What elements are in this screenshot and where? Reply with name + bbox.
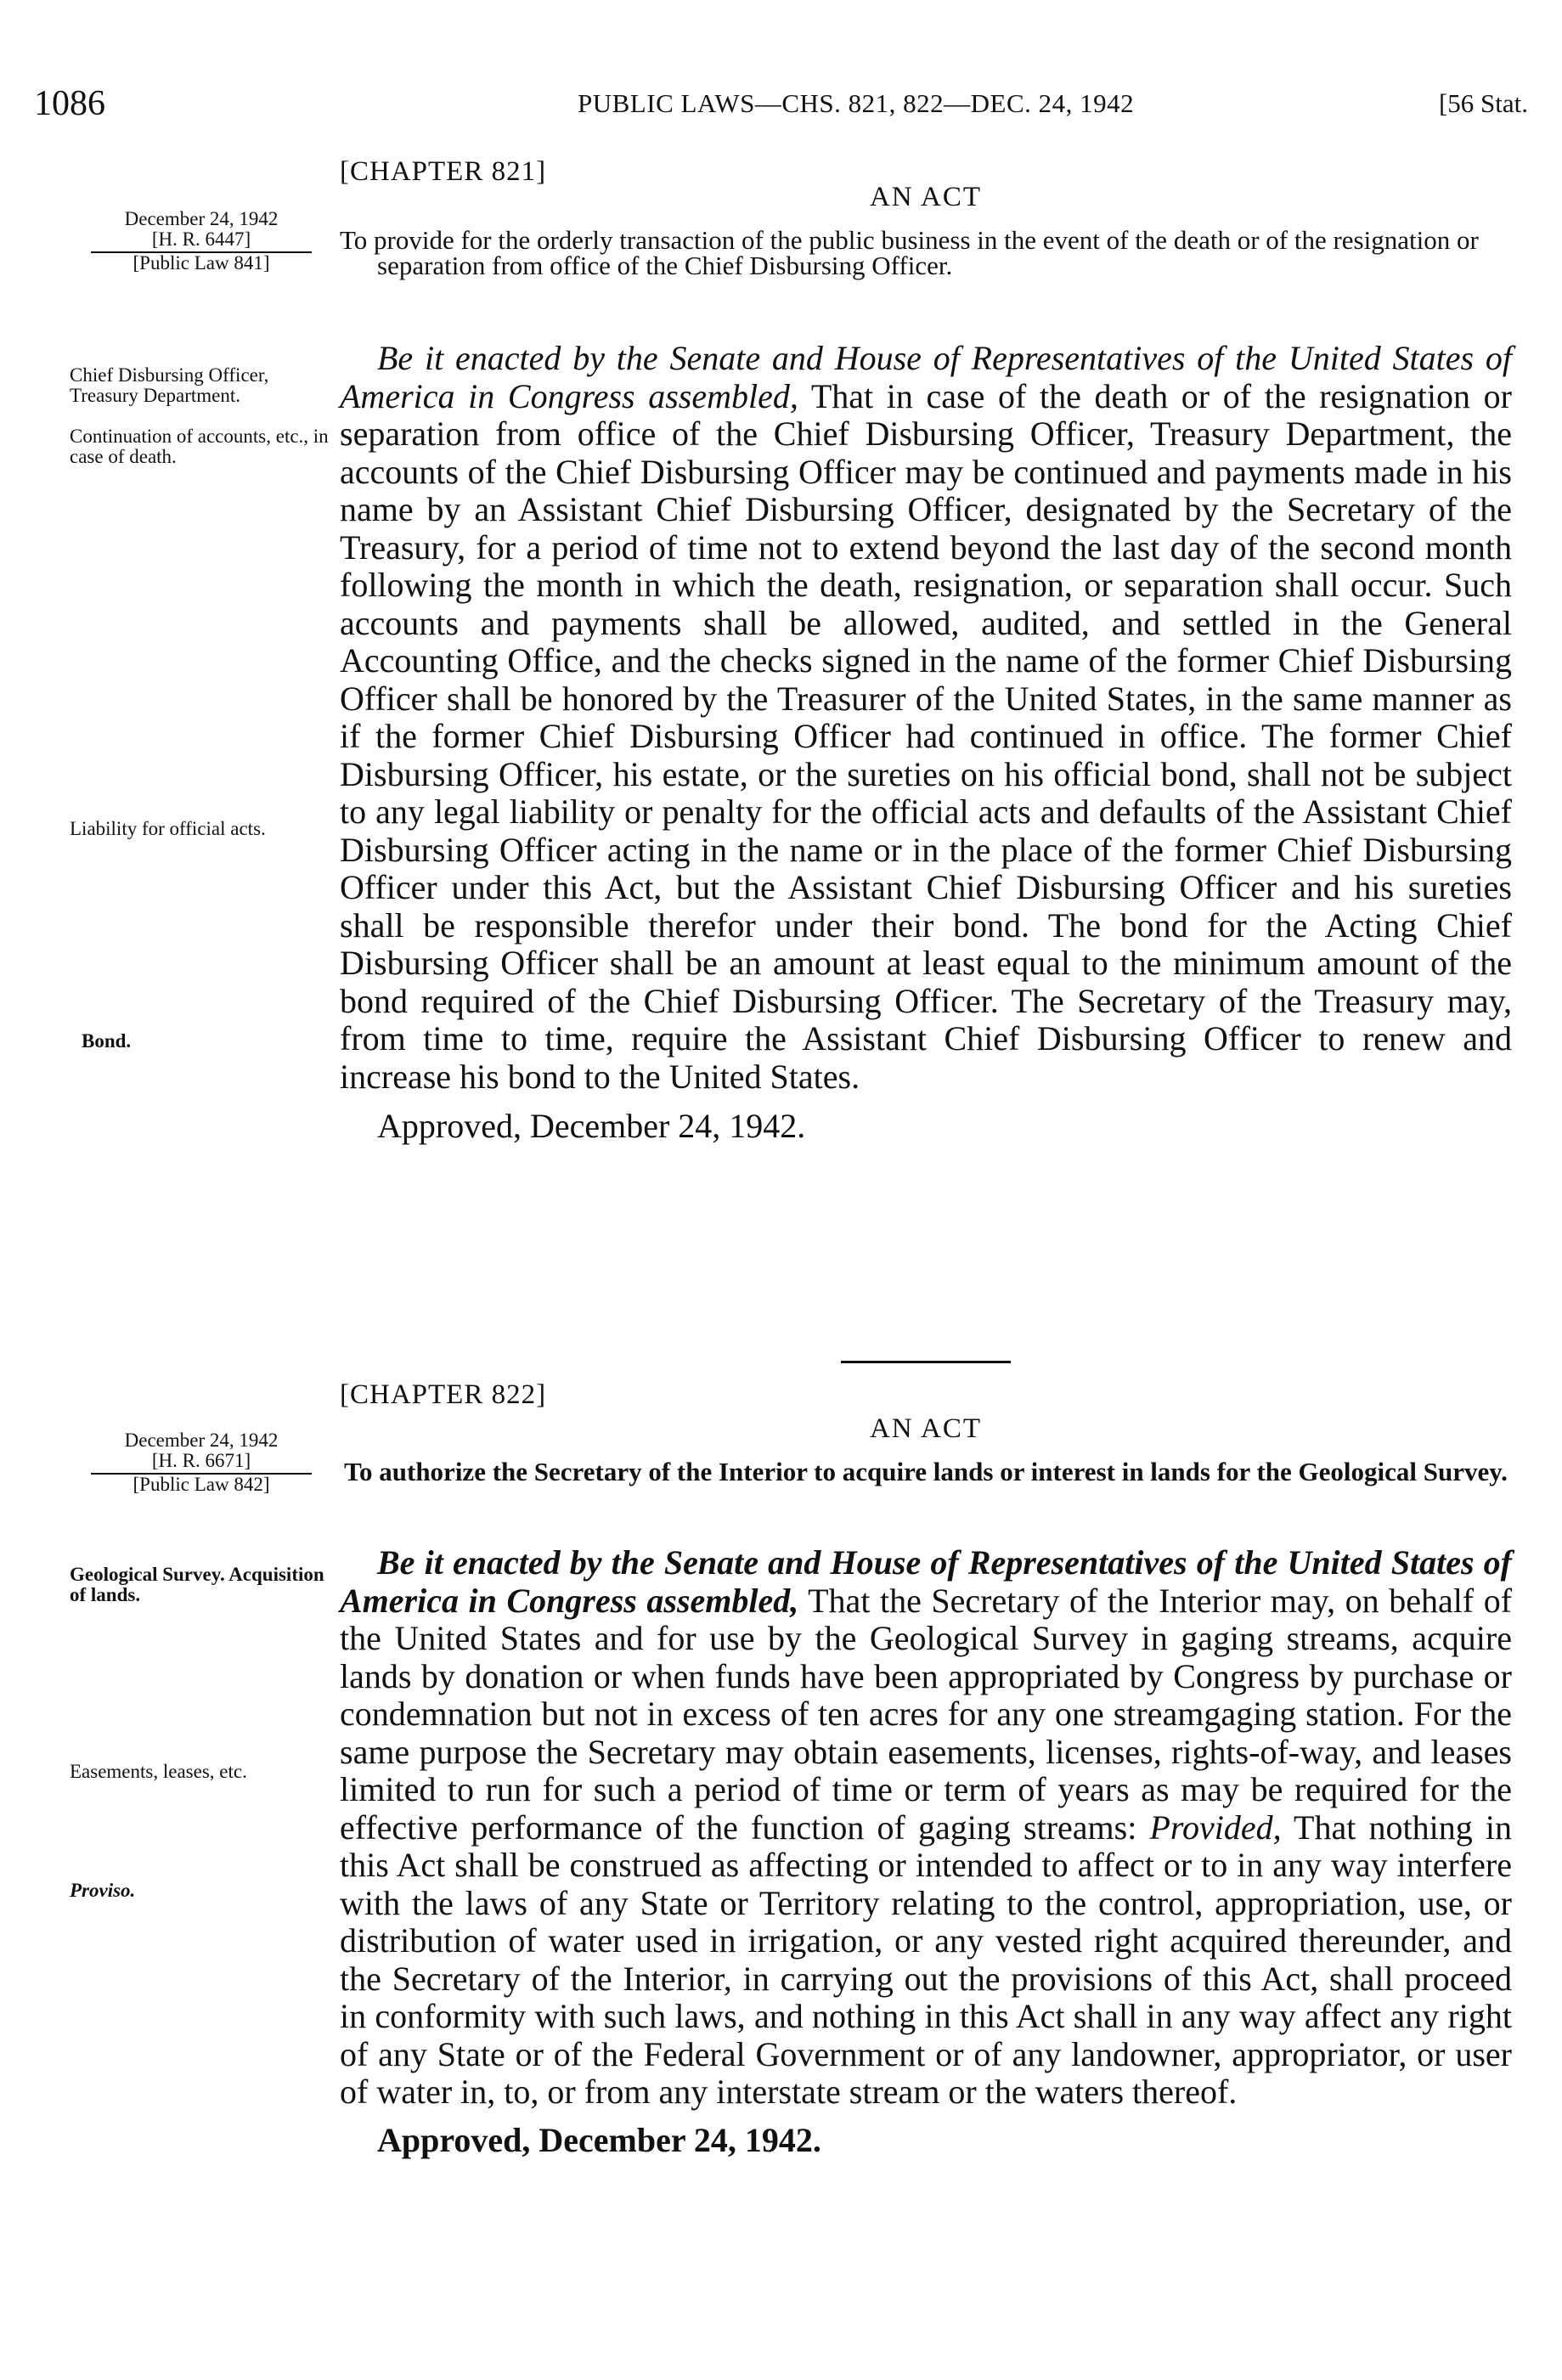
chapter-number: [CHAPTER 821] (340, 156, 547, 187)
margin-note: Proviso. (70, 1880, 136, 1901)
chapter-821-title-block (340, 225, 1512, 280)
chapter-822-act-label (340, 1413, 1512, 1445)
enacting-clause: Be it enacted by the Senate and House of Representatives of the United States of America in Congress assembled, (340, 1543, 1512, 1620)
chapter-number: [CHAPTER 822] (340, 1379, 547, 1410)
act-body-text: That in case of the death or of the resignation or separation from office of the Chief Disbursing Officer, Treasury Department, the accounts of the Chief Disbursing Officer may be continued and payments made in his name by an Assistant Chief Disbursing Officer, designated by the Secretary of the Treasury, for a period of time not to extend beyond the last day of the second month following the month in which the death, resignation, or separation shall occur. Such accounts and payments shall be allowed, audited, and settled in the General Accounting Office, and the checks signed in the name of the former Chief Disbursing Officer shall be honored by the Treasurer of the United States, in the same manner as if the former Chief Disbursing Officer had continued in office. The former Chief Disbursing Officer, his estate, or the sureties on his official bond, shall not be subject to any legal liability or penalty for the official acts and defaults of the Assistant Chief Disbursing Officer acting in the name or in the place of the former Chief Disbursing Officer under this Act, but the Assistant Chief Disbursing Officer and his sureties shall be responsible therefor under their bond. The bond for the Acting Chief Disbursing Officer shall be an amount at least equal to the minimum amount of the bond required of the Chief Disbursing Officer. The Secretary of the Treasury may, from time to time, require the Assistant Chief Disbursing Officer to renew and increase his bond to the United States. (340, 376, 1512, 1096)
act-body (340, 340, 1512, 1096)
chapter-822-title-block (340, 1459, 1512, 1485)
margin-bill-number: [H. R. 6447] (151, 228, 251, 250)
chapter-821-margin-citation (70, 209, 333, 274)
margin-date: December 24, 1942 (124, 1430, 279, 1451)
act-body-text: That the Secretary of the Interior may, on behalf of the United States and for use by the Geological Survey in gaging streams, acquire lands by donation or when funds have been appropriated by Congress by purchase or condemnation but not in excess of ten acres for any one streamgaging station. For the same purpose the Secretary may obtain easements, licenses, rights-of-way, and leases limited to run for such a period of time or term of years as may be required for the effective performance of the function of gaging streams: (340, 1581, 1513, 1847)
act-title: To authorize the Secretary of the Interior to acquire lands or interest in lands for the Geological Survey. (344, 1457, 1508, 1486)
chapter-821-text (340, 340, 1512, 1145)
proviso-word: Provided, (1149, 1808, 1282, 1847)
margin-public-law: [Public Law 841] (133, 252, 270, 274)
chapter-822-text (340, 1544, 1512, 2159)
chapter-821-act-label (340, 182, 1512, 213)
margin-note: Bond. (82, 1030, 132, 1052)
act-body (340, 1544, 1512, 2112)
act-body-text: That nothing in this Act shall be construed as affecting or intended to affect or to in any way interfere with the laws of any State or Territory relating to the control, appropriation, use, or distribution of water used in irrigation, or any vested right acquired thereunder, and the Secretary of the Interior, in carrying out the provisions of this Act, shall proceed in conformity with such laws, and nothing in this Act shall in any way affect any right of any State or of the Federal Government or of any landowner, appropriator, or user of water in, to, or from any interstate stream or the waters thereof. (340, 1808, 1512, 2111)
margin-note: Continuation of accounts, etc., in case of death. (70, 426, 329, 467)
margin-note: Chief Disbursing Officer, Treasury Department. (70, 364, 269, 406)
chapter-divider (841, 1361, 1011, 1363)
margin-note: Easements, leases, etc. (70, 1761, 247, 1782)
chapter-822-margin-citation (70, 1430, 333, 1495)
margin-bill-number: [H. R. 6671] (151, 1450, 251, 1471)
page-number: 1086 (34, 84, 105, 123)
margin-public-law: [Public Law 842] (133, 1474, 270, 1495)
an-act-heading: AN ACT (869, 182, 983, 212)
statute-volume: [56 Stat. (1438, 88, 1528, 118)
an-act-heading: AN ACT (869, 1413, 983, 1444)
margin-note: Liability for official acts. (70, 818, 266, 839)
margin-note: Geological Survey. Acquisition of lands. (70, 1564, 324, 1605)
act-title: To provide for the orderly transaction of the public business in the event of the death or of the resignation or separation from office of the Chief Disbursing Officer. (340, 225, 1479, 280)
running-head (34, 83, 1528, 126)
enacting-clause: Be it enacted by the Senate and House of Representatives of the United States of America in Congress assembled, (340, 339, 1512, 415)
approval-line: Approved, December 24, 1942. (377, 1107, 806, 1145)
margin-date: December 24, 1942 (124, 208, 279, 229)
approval-line: Approved, December 24, 1942. (377, 2120, 821, 2159)
running-title: PUBLIC LAWS—CHS. 821, 822—DEC. 24, 1942 (578, 88, 1135, 118)
chapter-822-heading (340, 1379, 1512, 1411)
